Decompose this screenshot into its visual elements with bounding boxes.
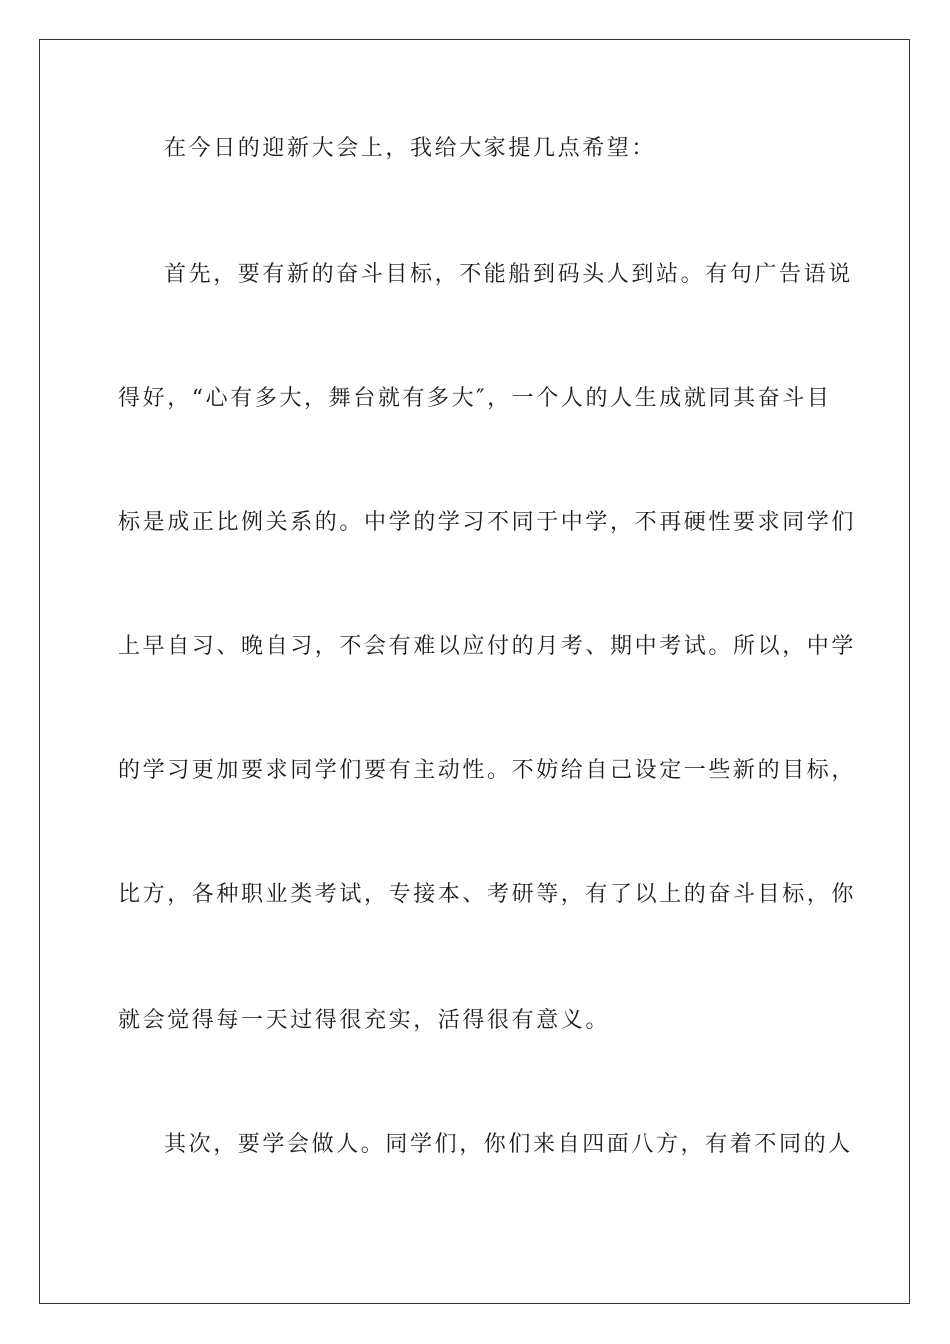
paragraph-line: 首先，要有新的奋斗目标，不能船到码头人到站。有句广告语说 [164, 262, 853, 287]
paragraph-line: 上早自习、晚自习，不会有难以应付的月考、期中考试。所以，中学 [118, 634, 857, 659]
paragraph-line: 比方，各种职业类考试，专接本、考研等，有了以上的奋斗目标，你 [118, 882, 857, 907]
paragraph-line: 在今日的迎新大会上，我给大家提几点希望： [164, 136, 657, 161]
paragraph-line: 标是成正比例关系的。中学的学习不同于中学，不再硬性要求同学们 [118, 510, 857, 535]
paragraph-line: 得好，“心有多大，舞台就有多大″，一个人的人生成就同其奋斗目 [118, 386, 832, 411]
paragraph-line: 就会觉得每一天过得很充实，活得很有意义。 [118, 1008, 611, 1033]
page-border [39, 39, 910, 1304]
paragraph-line: 的学习更加要求同学们要有主动性。不妨给自己设定一些新的目标， [118, 758, 857, 783]
paragraph-line: 其次，要学会做人。同学们，你们来自四面八方，有着不同的人 [164, 1132, 853, 1157]
